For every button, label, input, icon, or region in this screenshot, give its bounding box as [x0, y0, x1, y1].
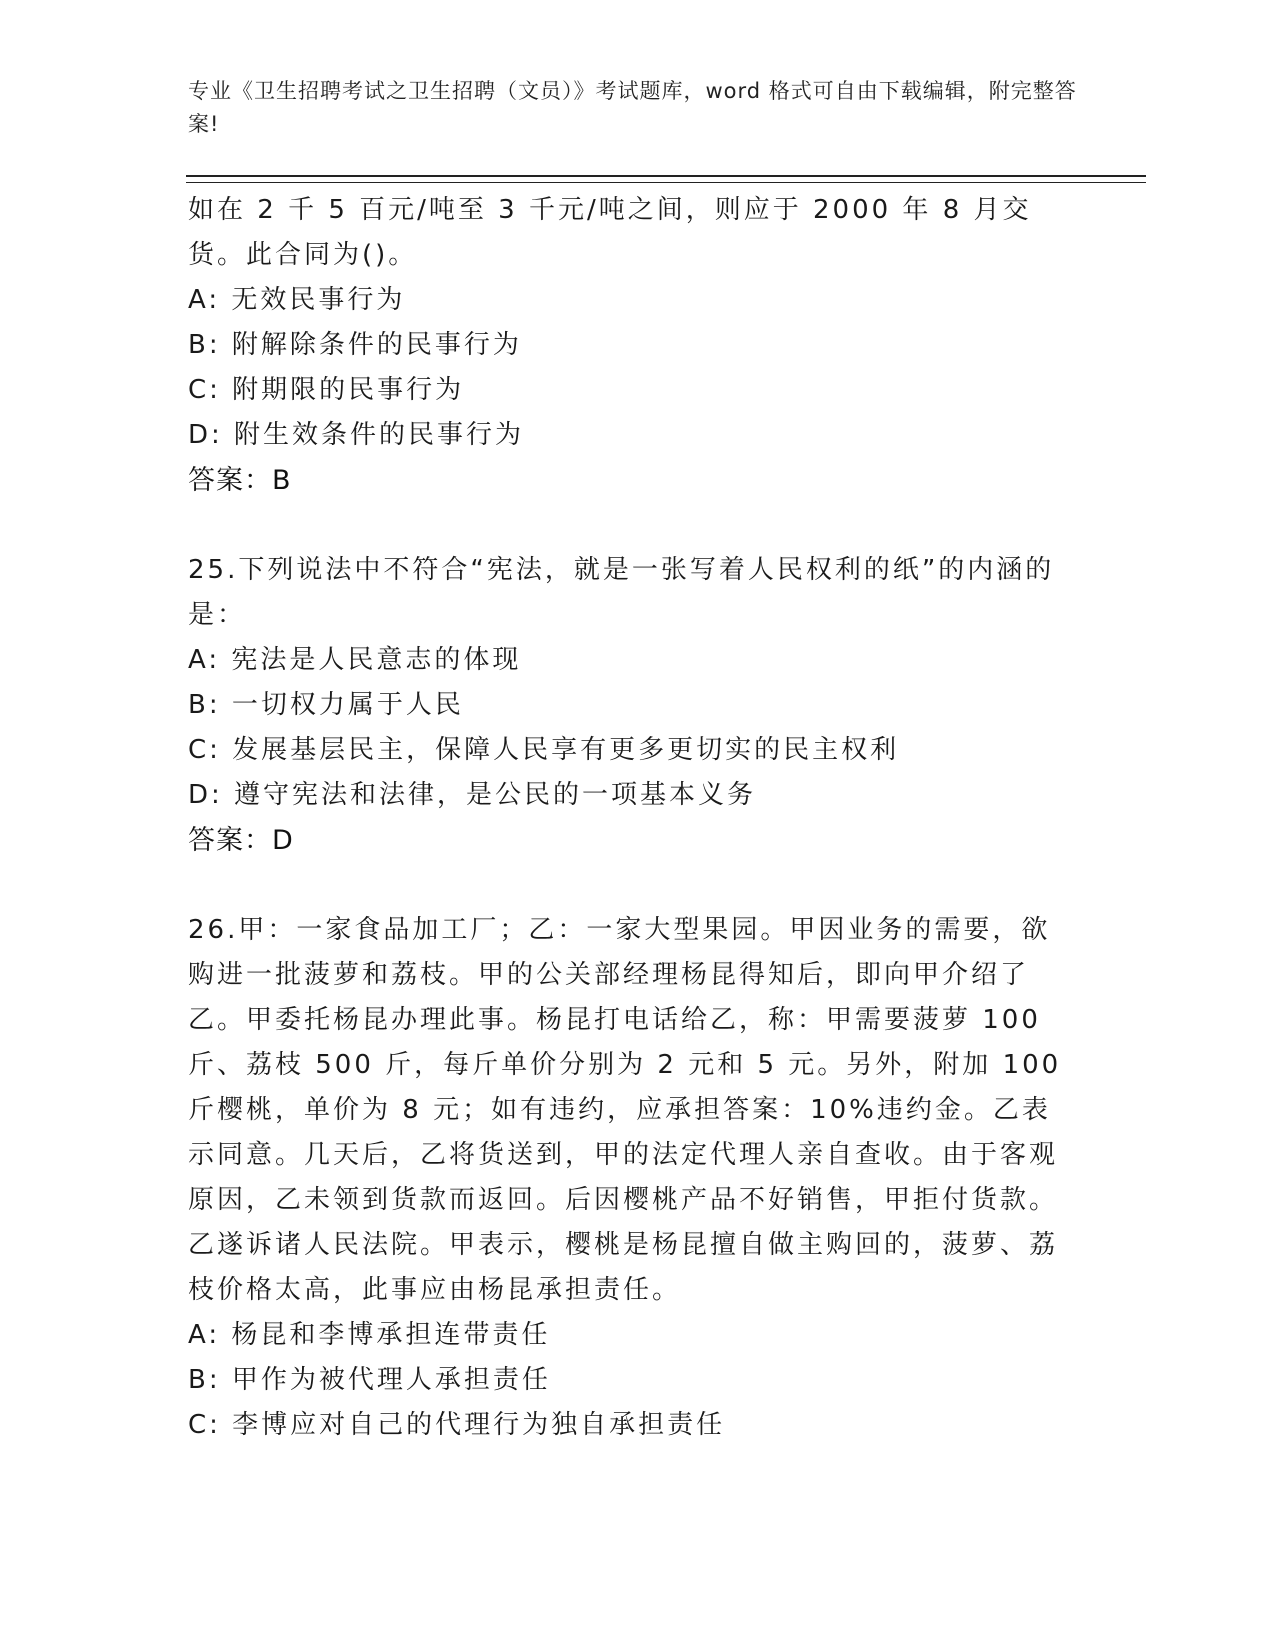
option-c: C: 发展基层民主，保障人民享有更多更切实的民主权利: [188, 735, 900, 765]
question-content: [188, 188, 1078, 1448]
header-divider-thick: [186, 175, 1146, 177]
option-c: C: 李博应对自己的代理行为独自承担责任: [188, 1410, 726, 1440]
question-text: 如在 2 千 5 百元/吨至 3 千元/吨之间，则应于 2000 年 8 月交货。此合同为()。: [188, 195, 1032, 270]
question-26: [188, 908, 1078, 1448]
question-25: [188, 548, 1078, 863]
question-text: 25.下列说法中不符合“宪法，就是一张写着人民权利的纸”的内涵的是：: [188, 555, 1055, 630]
header-divider-thin: [186, 182, 1146, 183]
option-b: B: 一切权力属于人民: [188, 690, 464, 720]
question-24: [188, 188, 1078, 503]
option-b: B: 附解除条件的民事行为: [188, 330, 522, 360]
option-c: C: 附期限的民事行为: [188, 375, 465, 405]
spacer: [188, 503, 1078, 548]
option-d: D: 遵守宪法和法律，是公民的一项基本义务: [188, 780, 757, 810]
answer-label: 答案：D: [188, 825, 294, 856]
option-d: D: 附生效条件的民事行为: [188, 420, 525, 450]
option-a: A: 宪法是人民意志的体现: [188, 645, 522, 675]
option-a: A: 杨昆和李博承担连带责任: [188, 1320, 551, 1350]
option-b: B: 甲作为被代理人承担责任: [188, 1365, 551, 1395]
option-a: A: 无效民事行为: [188, 285, 406, 315]
spacer: [188, 863, 1078, 908]
question-text: 26.甲：一家食品加工厂；乙：一家大型果园。甲因业务的需要，欲购进一批菠萝和荔枝。甲的公关部经理杨昆得知后，即向甲介绍了乙。甲委托杨昆办理此事。杨昆打电话给乙，称：甲需要菠萝 100 斤、荔枝 500 斤，每斤单价分别为 2 元和 5 元。另外，附加 100 斤樱桃，单价为 8 元；如有违约，应承担答案：10%违约金。乙表示同意。几天后，乙将货送到，甲的法定代理人亲自查收。由于客观原因，乙未领到货款而返回。后因樱桃产品不好销售，甲拒付货款。乙遂诉诸人民法院。甲表示，樱桃是杨昆擅自做主购回的，菠萝、荔枝价格太高，此事应由杨昆承担责任。: [188, 915, 1062, 1305]
header-note: 专业《卫生招聘考试之卫生招聘（文员）》考试题库，word 格式可自由下载编辑，附完整答案!: [188, 79, 1077, 136]
answer-label: 答案：B: [188, 465, 292, 496]
